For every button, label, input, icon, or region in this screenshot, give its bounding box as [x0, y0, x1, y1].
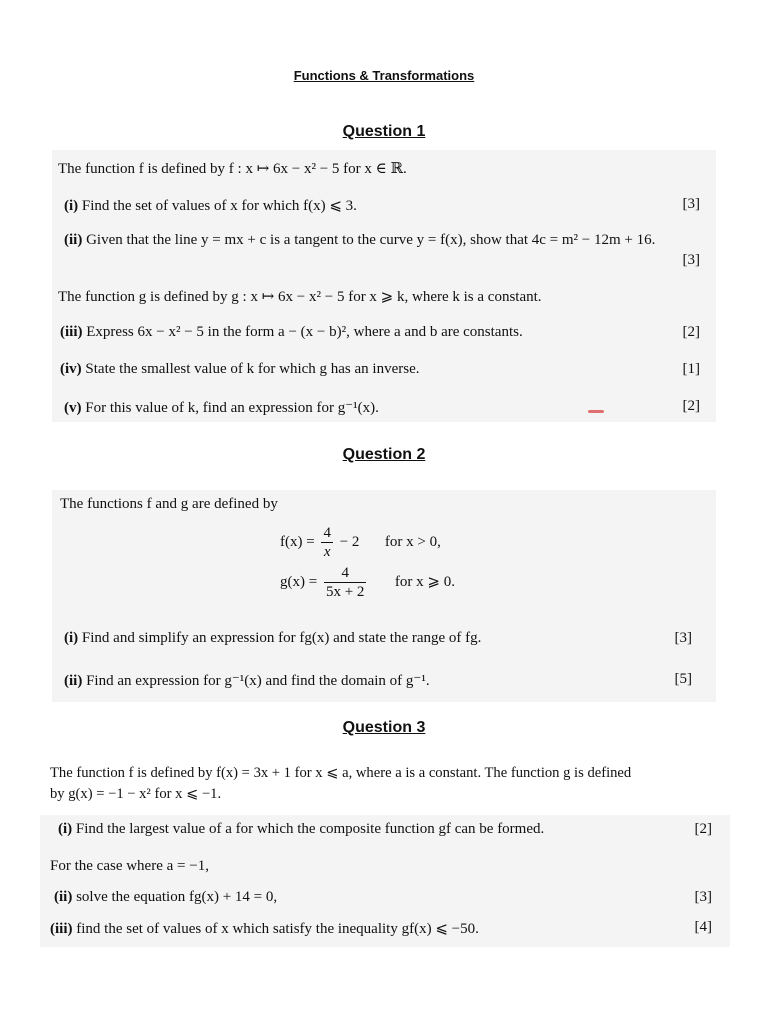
q1-part-iv-text: State the smallest value of k for which g has an inverse.: [85, 361, 420, 377]
q3-part-ii-marks: [3]: [694, 889, 712, 905]
q1-part-iv-marks: [1]: [682, 361, 700, 377]
q2-g-numerator: 4: [324, 564, 366, 583]
q3-part-ii: [54, 889, 277, 906]
q1-part-v: [64, 398, 379, 417]
q2-part-i: [64, 630, 481, 647]
red-pen-mark: [588, 410, 604, 413]
q2-intro: The functions f and g are defined by: [60, 496, 278, 512]
q2-f-domain: for x > 0,: [384, 533, 441, 550]
q2-g-definition: [280, 564, 455, 601]
question-3-heading: Question 3: [342, 719, 426, 736]
q2-part-i-text: Find and simplify an expression for fg(x) and state the range of fg.: [81, 630, 482, 646]
q1-part-v-label: (v): [64, 400, 82, 416]
q3-part-iii: [50, 919, 479, 938]
q1-part-v-text: For this value of k, find an expression for g⁻¹(x).: [85, 400, 379, 416]
q2-part-i-label: (i): [64, 630, 79, 646]
q3-part-ii-label: (ii): [54, 889, 73, 905]
q1-part-iv-label: (iv): [60, 361, 82, 377]
q2-part-ii: [64, 671, 430, 690]
q3-part-iii-label: (iii): [50, 921, 73, 937]
q1-scan-band: [52, 150, 716, 422]
q3-part-i: [58, 821, 544, 838]
q2-f-fraction: [321, 524, 333, 561]
q1-part-iv: [60, 361, 420, 378]
q1-intro-2: The function g is defined by g : x ↦ 6x − x² − 5 for x ⩾ k, where k is a constant.: [58, 289, 542, 305]
q3-part-iii-text: find the set of values of x which satisfy the inequality gf(x) ⩽ −50.: [76, 921, 479, 937]
q1-part-ii-text: Given that the line y = mx + c is a tangent to the curve y = f(x), show that 4c = m² − 12m + 16.: [86, 232, 656, 248]
q3-part-i-text: Find the largest value of a for which the composite function gf can be formed.: [75, 821, 545, 837]
document-title: Functions & Transformations: [293, 68, 475, 83]
q2-part-ii-text: Find an expression for g⁻¹(x) and find the domain of g⁻¹.: [86, 673, 430, 689]
q2-part-ii-marks: [5]: [674, 671, 692, 687]
q3-part-ii-text: solve the equation fg(x) + 14 = 0,: [76, 889, 278, 905]
q1-part-i: [64, 196, 357, 215]
q2-part-i-marks: [3]: [674, 630, 692, 646]
q2-part-ii-label: (ii): [64, 673, 83, 689]
q2-f-denominator: x: [323, 544, 331, 560]
q1-part-iii-marks: [2]: [682, 324, 700, 340]
q1-part-v-marks: [2]: [682, 398, 700, 414]
q1-part-ii-marks: [3]: [682, 252, 700, 268]
q1-part-i-label: (i): [64, 198, 79, 214]
q3-intro-line-1: The function f is defined by f(x) = 3x + 1 for x ⩽ a, where a is a constant. The function g is defined: [50, 765, 632, 781]
q3-case: For the case where a = −1,: [50, 858, 209, 874]
q2-f-rest: − 2: [339, 533, 360, 550]
q3-part-i-marks: [2]: [694, 821, 712, 837]
q2-f-numerator: 4: [323, 525, 331, 541]
question-2-heading: Question 2: [342, 446, 426, 463]
q1-part-iii-label: (iii): [60, 324, 83, 340]
q1-part-i-marks: [3]: [682, 196, 700, 212]
q2-f-definition: [280, 524, 441, 561]
q3-intro-line-2: by g(x) = −1 − x² for x ⩽ −1.: [50, 786, 222, 802]
q1-part-iii-text: Express 6x − x² − 5 in the form a − (x − b)², where a and b are constants.: [86, 324, 523, 340]
q2-g-domain: for x ⩾ 0.: [394, 573, 455, 590]
q2-g-fraction: [324, 564, 366, 601]
q2-g-denominator: 5x + 2: [325, 584, 365, 600]
q3-part-iii-marks: [4]: [694, 919, 712, 935]
q2-f-lhs: f(x) =: [280, 533, 315, 550]
q3-part-i-label: (i): [58, 821, 73, 837]
q1-intro: The function f is defined by f : x ↦ 6x − x² − 5 for x ∈ ℝ.: [58, 161, 407, 177]
question-1-heading: Question 1: [342, 123, 426, 140]
q1-part-ii: [64, 232, 655, 249]
q1-part-ii-label: (ii): [64, 232, 83, 248]
q1-part-i-text: Find the set of values of x for which f(x) ⩽ 3.: [81, 198, 357, 214]
q2-g-lhs: g(x) =: [280, 573, 318, 590]
q1-part-iii: [60, 324, 523, 341]
